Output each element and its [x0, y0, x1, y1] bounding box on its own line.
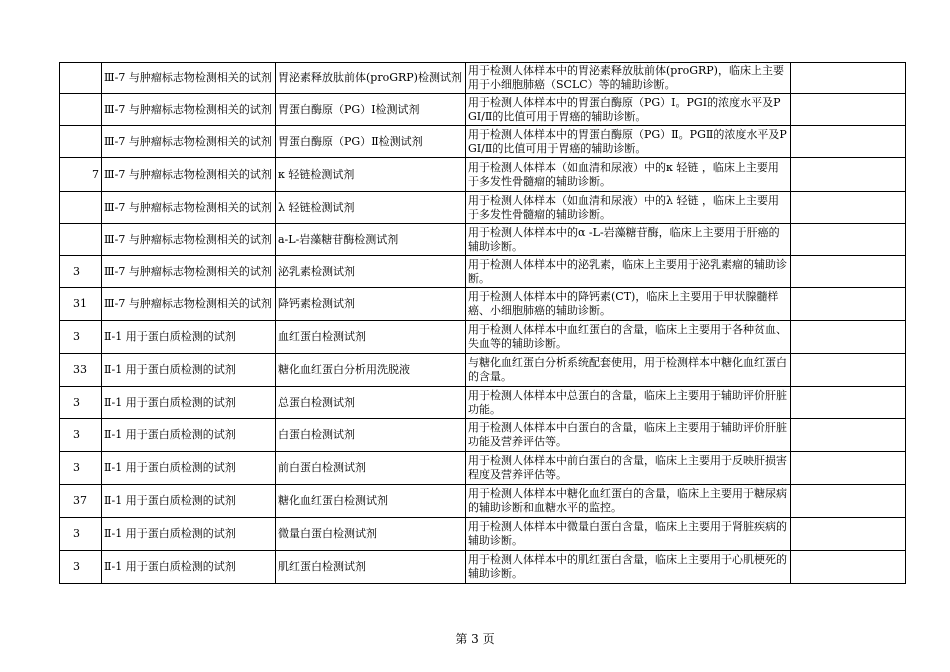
reagent-name-cell: 糖化血红蛋白检测试剂 — [276, 485, 466, 518]
category-cell: Ⅱ-1 用于蛋白质检测的试剂 — [102, 518, 276, 551]
category-cell: Ⅱ-1 用于蛋白质检测的试剂 — [102, 452, 276, 485]
category-cell: Ⅲ-7 与肿瘤标志物检测相关的试剂 — [102, 94, 276, 126]
intended-use-cell: 用于检测人体样本（如血清和尿液）中的κ 轻链 ，临床上主要用于多发性骨髓瘤的辅助诊断。 — [466, 158, 791, 192]
table-row — [60, 63, 906, 94]
category-cell: Ⅲ-7 与肿瘤标志物检测相关的试剂 — [102, 63, 276, 94]
empty-cell — [791, 256, 906, 288]
row-number: 7 — [60, 158, 102, 192]
empty-cell — [791, 452, 906, 485]
reagent-name-cell: κ 轻链检测试剂 — [276, 158, 466, 192]
category-cell: Ⅱ-1 用于蛋白质检测的试剂 — [102, 354, 276, 387]
table-row — [60, 192, 906, 224]
table-row — [60, 485, 906, 518]
table-row — [60, 94, 906, 126]
reagent-name-cell: λ 轻链检测试剂 — [276, 192, 466, 224]
category-cell: Ⅲ-7 与肿瘤标志物检测相关的试剂 — [102, 192, 276, 224]
category-cell: Ⅲ-7 与肿瘤标志物检测相关的试剂 — [102, 224, 276, 256]
intended-use-cell: 用于检测人体样本中糖化血红蛋白的含量，临床上主要用于糖尿病的辅助诊断和血糖水平的监控。 — [466, 485, 791, 518]
reagent-table — [59, 62, 906, 584]
row-number: 3 — [60, 452, 102, 485]
category-cell: Ⅱ-1 用于蛋白质检测的试剂 — [102, 485, 276, 518]
category-cell: Ⅲ-7 与肿瘤标志物检测相关的试剂 — [102, 256, 276, 288]
empty-cell — [791, 288, 906, 321]
row-number: 3 — [60, 419, 102, 452]
row-number: 3 — [60, 551, 102, 584]
row-number: 33 — [60, 354, 102, 387]
empty-cell — [791, 158, 906, 192]
row-number — [60, 126, 102, 158]
empty-cell — [791, 94, 906, 126]
empty-cell — [791, 419, 906, 452]
reagent-name-cell: 胃蛋白酶原（PG）Ⅱ检测试剂 — [276, 126, 466, 158]
reagent-name-cell: 泌乳素检测试剂 — [276, 256, 466, 288]
category-cell: Ⅲ-7 与肿瘤标志物检测相关的试剂 — [102, 126, 276, 158]
intended-use-cell: 用于检测人体样本中总蛋白的含量，临床上主要用于辅助评价肝脏功能。 — [466, 387, 791, 419]
table-row — [60, 354, 906, 387]
empty-cell — [791, 224, 906, 256]
reagent-name-cell: 总蛋白检测试剂 — [276, 387, 466, 419]
reagent-name-cell: 血红蛋白检测试剂 — [276, 321, 466, 354]
empty-cell — [791, 126, 906, 158]
category-cell: Ⅱ-1 用于蛋白质检测的试剂 — [102, 387, 276, 419]
table-row — [60, 224, 906, 256]
intended-use-cell: 用于检测人体样本中白蛋白的含量，临床上主要用于辅助评价肝脏功能及营养评估等。 — [466, 419, 791, 452]
table-row — [60, 256, 906, 288]
table-row — [60, 452, 906, 485]
row-number — [60, 192, 102, 224]
table-row — [60, 518, 906, 551]
table-row — [60, 288, 906, 321]
table-row — [60, 321, 906, 354]
empty-cell — [791, 321, 906, 354]
intended-use-cell: 与糖化血红蛋白分析系统配套使用，用于检测样本中糖化血红蛋白的含量。 — [466, 354, 791, 387]
empty-cell — [791, 485, 906, 518]
category-cell: Ⅲ-7 与肿瘤标志物检测相关的试剂 — [102, 158, 276, 192]
intended-use-cell: 用于检测人体样本中的胃蛋白酶原（PG）Ⅰ。PGⅠ的浓度水平及PGⅠ/Ⅱ的比值可用于胃癌的辅助诊断。 — [466, 94, 791, 126]
table-row — [60, 158, 906, 192]
intended-use-cell: 用于检测人体样本中的肌红蛋白含量，临床上主要用于心肌梗死的辅助诊断。 — [466, 551, 791, 584]
empty-cell — [791, 63, 906, 94]
intended-use-cell: 用于检测人体样本中前白蛋白的含量，临床上主要用于反映肝损害程度及营养评估等。 — [466, 452, 791, 485]
row-number: 31 — [60, 288, 102, 321]
intended-use-cell: 用于检测人体样本中的降钙素(CT)，临床上主要用于甲状腺髓样癌、小细胞肺癌的辅助诊断。 — [466, 288, 791, 321]
empty-cell — [791, 551, 906, 584]
row-number — [60, 63, 102, 94]
empty-cell — [791, 387, 906, 419]
table-row — [60, 419, 906, 452]
reagent-name-cell: 微量白蛋白检测试剂 — [276, 518, 466, 551]
row-number: 37 — [60, 485, 102, 518]
row-number — [60, 94, 102, 126]
intended-use-cell: 用于检测人体样本（如血清和尿液）中的λ 轻链 ，临床上主要用于多发性骨髓瘤的辅助诊断。 — [466, 192, 791, 224]
reagent-name-cell: 降钙素检测试剂 — [276, 288, 466, 321]
reagent-name-cell: a-L-岩藻糖苷酶检测试剂 — [276, 224, 466, 256]
table-row — [60, 387, 906, 419]
empty-cell — [791, 518, 906, 551]
category-cell: Ⅱ-1 用于蛋白质检测的试剂 — [102, 551, 276, 584]
row-number — [60, 224, 102, 256]
row-number: 3 — [60, 321, 102, 354]
reagent-name-cell: 胃蛋白酶原（PG）Ⅰ检测试剂 — [276, 94, 466, 126]
row-number: 3 — [60, 518, 102, 551]
empty-cell — [791, 192, 906, 224]
intended-use-cell: 用于检测人体样本中血红蛋白的含量，临床上主要用于各种贫血、失血等的辅助诊断。 — [466, 321, 791, 354]
reagent-name-cell: 前白蛋白检测试剂 — [276, 452, 466, 485]
reagent-name-cell: 肌红蛋白检测试剂 — [276, 551, 466, 584]
reagent-name-cell: 胃泌素释放肽前体(proGRP)检测试剂 — [276, 63, 466, 94]
intended-use-cell: 用于检测人体样本中微量白蛋白含量，临床上主要用于肾脏疾病的辅助诊断。 — [466, 518, 791, 551]
row-number: 3 — [60, 387, 102, 419]
category-cell: Ⅱ-1 用于蛋白质检测的试剂 — [102, 419, 276, 452]
category-cell: Ⅱ-1 用于蛋白质检测的试剂 — [102, 321, 276, 354]
category-cell: Ⅲ-7 与肿瘤标志物检测相关的试剂 — [102, 288, 276, 321]
empty-cell — [791, 354, 906, 387]
row-number: 3 — [60, 256, 102, 288]
table-row — [60, 551, 906, 584]
intended-use-cell: 用于检测人体样本中的胃蛋白酶原（PG）Ⅱ。PGⅡ的浓度水平及PGⅠ/Ⅱ的比值可用于胃癌的辅助诊断。 — [466, 126, 791, 158]
page-number: 第 3 页 — [455, 632, 495, 646]
intended-use-cell: 用于检测人体样本中的泌乳素，临床上主要用于泌乳素瘤的辅助诊断。 — [466, 256, 791, 288]
reagent-name-cell: 白蛋白检测试剂 — [276, 419, 466, 452]
reagent-name-cell: 糖化血红蛋白分析用洗脱液 — [276, 354, 466, 387]
intended-use-cell: 用于检测人体样本中的胃泌素释放肽前体(proGRP)，临床上主要用于小细胞肺癌（SCLC）等的辅助诊断。 — [466, 63, 791, 94]
intended-use-cell: 用于检测人体样本中的α -L-岩藻糖苷酶，临床上主要用于肝癌的辅助诊断。 — [466, 224, 791, 256]
table-row — [60, 126, 906, 158]
reagent-table-body — [60, 63, 906, 584]
